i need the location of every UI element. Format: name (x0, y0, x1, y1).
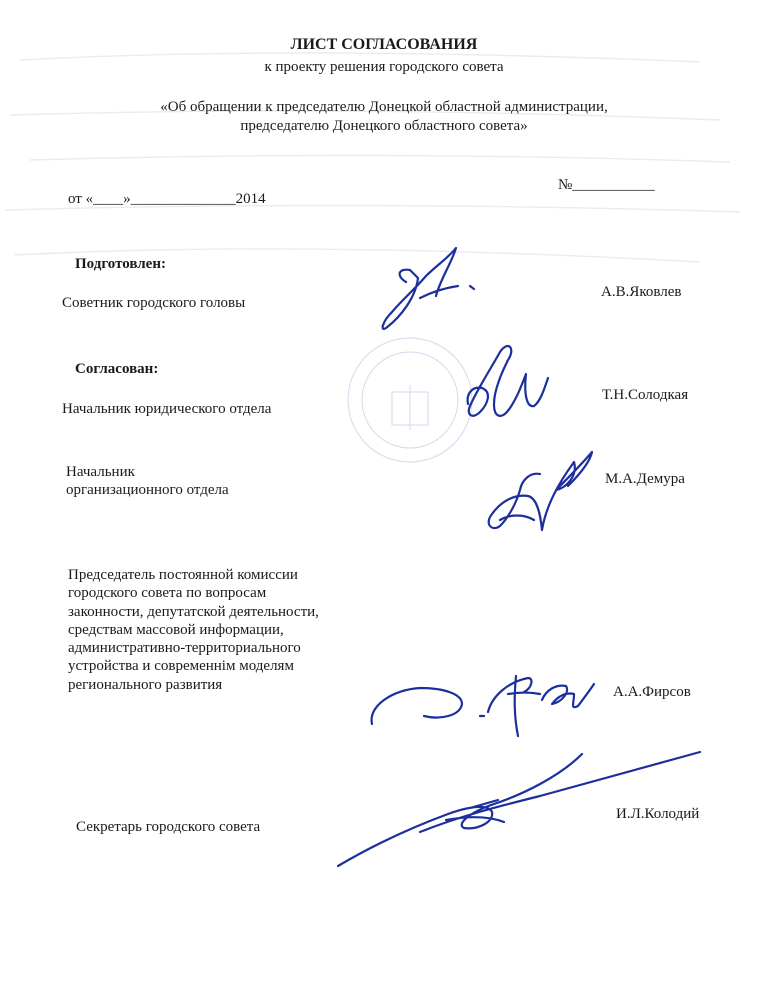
approver-position: Секретарь городского совета (76, 819, 261, 835)
approver-name: И.Л.Колодий (616, 806, 700, 822)
prepared-name: А.В.Яковлев (601, 284, 682, 300)
approver-name: Т.Н.Солодкая (602, 387, 689, 403)
approver-position: Начальник юридического отдела (62, 401, 272, 417)
approver-position-line: административно-территориального (68, 640, 301, 657)
approver-name: А.А.Фирсов (613, 684, 691, 700)
approver-position-line: организационного отдела (66, 481, 229, 498)
prepared-position: Советник городского головы (62, 295, 246, 311)
approver-position-line: законности, депутатской деятельности, (68, 603, 319, 620)
approved-heading: Согласован: (75, 361, 159, 377)
approver-name: М.А.Демура (605, 471, 685, 487)
approver-position-line: Председатель постоянной комиссии (68, 567, 298, 583)
document-title: ЛИСТ СОГЛАСОВАНИЯ (290, 36, 478, 53)
signature-yakovlev (383, 248, 474, 329)
project-title-line-2: председателю Донецкого областного совета» (240, 118, 528, 134)
signature-solodkaya (468, 346, 548, 416)
signature-demura (489, 452, 592, 530)
approver-position-line: устройства и современнім моделям (68, 658, 294, 675)
approver-position-line: средствам массовой информации, (68, 621, 284, 638)
signature-kolodiy (338, 752, 700, 866)
approver-position-line: городского совета по вопросам (68, 585, 267, 602)
date-line: от «____»______________2014 (68, 191, 266, 207)
approver-position-line: регионального развития (68, 676, 223, 693)
signature-firsov (372, 676, 594, 736)
approver-position-line: Начальник (66, 464, 135, 480)
project-title-line-1: «Об обращении к председателю Донецкой областной администрации, (160, 99, 608, 115)
prepared-heading: Подготовлен: (75, 256, 166, 272)
number-line: №___________ (558, 177, 655, 193)
document-subtitle: к проекту решения городского совета (264, 59, 504, 75)
